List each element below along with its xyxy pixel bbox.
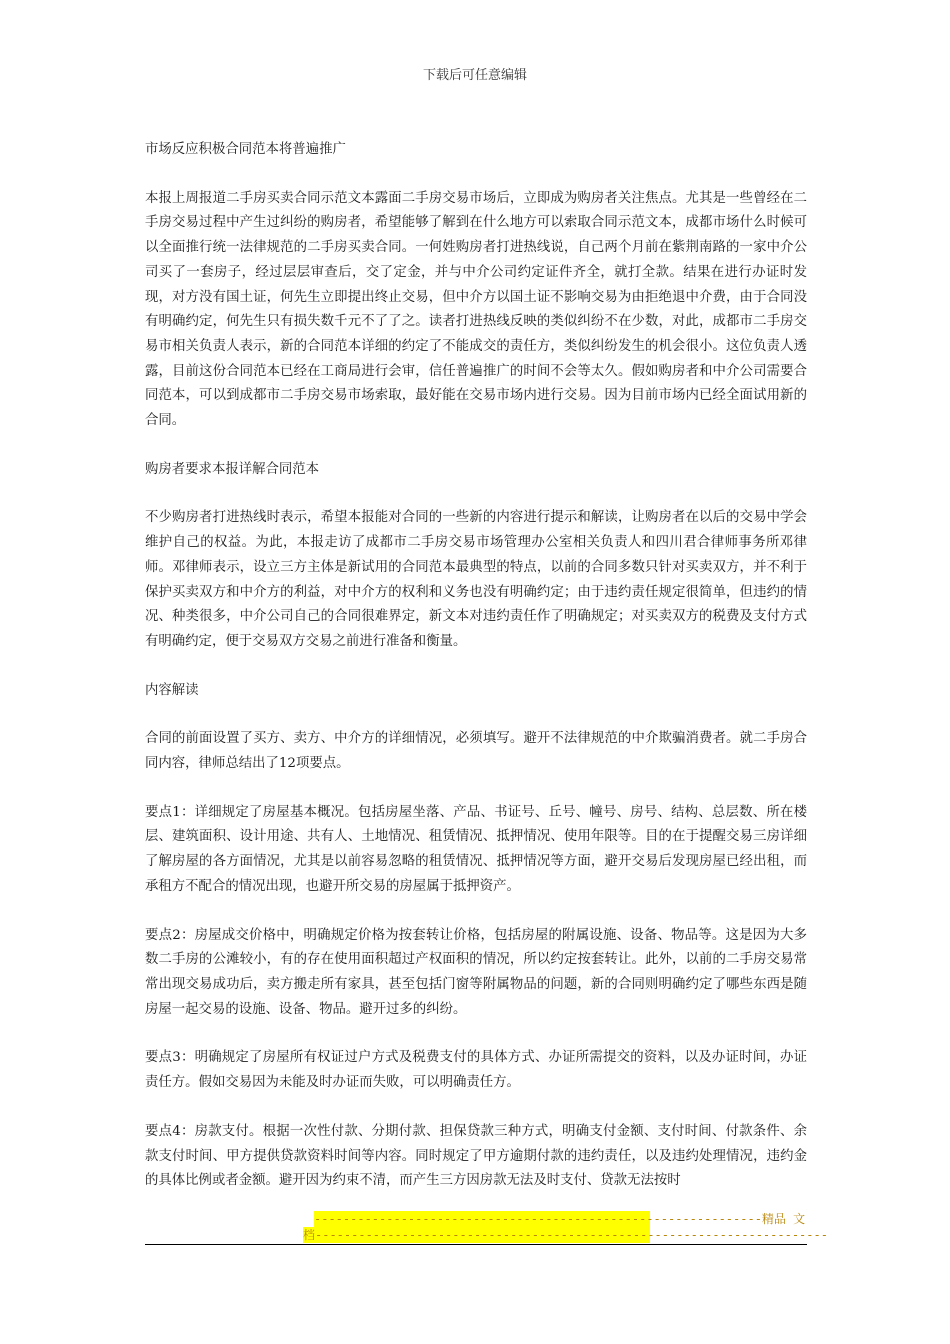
heading-market-reaction: 市场反应积极合同范本将普遍推广	[145, 142, 346, 157]
paragraph-contract-intro: 合同的前面设置了买方、卖方、中介方的详细情况，必须填写。避开不法律规范的中介欺骗消费者。就二手房合同内容，律师总结出了12项要点。	[145, 731, 807, 772]
document-body	[145, 138, 807, 1218]
paragraph-point-1: 要点1：详细规定了房屋基本概况。包括房屋坐落、产品、书证号、丘号、幢号、房号、结构、总层数、所在楼层、建筑面积、设计用途、共有人、土地情况、租赁情况、抵押情况、使用年限等。目的在于提醒交易三房详细了解房屋的各方面情况，尤其是以前容易忽略的租赁情况、抵押情况等方面，避开交易后发现房屋已经出租，而承租方不配合的情况出现，也避开所交易的房屋属于抵押资产。	[145, 804, 807, 894]
paragraph-point-4: 要点4：房款支付。根据一次性付款、分期付款、担保贷款三种方式，明确支付金额、支付时间、付款条件、余款支付时间、甲方提供贷款资料时间等内容。同时规定了甲方逾期付款的违约责任，以及违约处理情况，违约金的具体比例或者金额。避开因为约束不清，而产生三方因房款无法及时支付、贷款无法按时	[145, 1123, 807, 1189]
page-header-note: 下载后可任意编辑	[422, 68, 527, 83]
paragraph-market-report: 本报上周报道二手房买卖合同示范文本露面二手房交易市场后，立即成为购房者关注焦点。尤其是一些曾经在二手房交易过程中产生过纠纷的购房者，希望能够了解到在什么地方可以索取合同示范文本，成都市场什么时候可以全面推行统一法律规范的二手房买卖合同。一何姓购房者打进热线说，自己两个月前在紫荆南路的一家中介公司买了一套房子，经过层层审查后，交了定金，并与中介公司约定证件齐全，就打全款。结果在进行办证时发现，对方没有国土证，何先生立即提出终止交易，但中介方以国土证不影响交易为由拒绝退中介费，由于合同没有明确约定，何先生只有损失数千元不了了之。读者打进热线反映的类似纠纷不在少数，对此，成都市二手房交易市相关负责人表示，新的合同范本详细的约定了不能成交的责任方，类似纠纷发生的机会很小。这位负责人透露，目前这份合同范本已经在工商局进行会审，信任普遍推广的时间不会等太久。假如购房者和中介公司需要合同范本，可以到成都市二手房交易市场索取，最好能在交易市场内进行交易。因为目前市场内已经全面试用新的合同。	[145, 190, 807, 429]
heading-buyer-request: 购房者要求本报详解合同范本	[145, 461, 320, 477]
footer-line-2: 档-----------------------------------------------------------------------	[303, 1228, 828, 1242]
paragraph-point-2: 要点2：房屋成交价格中，明确规定价格为按套转让价格，包括房屋的附属设施、设备、物品等。这是因为大多数二手房的公滩较小，有的存在使用面积超过产权面积的情况，所以约定按套转让。此外，以前的二手房交易常常出现交易成功后，卖方搬走所有家具，甚至包括门窗等附属物品的问题，新的合同则明确约定了哪些东西是随房屋一起交易的设施、设备、物品。避开过多的纠纷。	[145, 927, 807, 1017]
paragraph-buyer-request: 不少购房者打进热线时表示，希望本报能对合同的一些新的内容进行提示和解读，让购房者在以后的交易中学会维护自己的权益。为此，本报走访了成都市二手房交易市场管理办公室相关负责人和四川君合律师事务所邓律师。邓律师表示，设立三方主体是新试用的合同范本最典型的特点，以前的合同多数只针对买卖双方，并不利于保护买卖双方和中介方的利益，对中介方的权利和义务也没有明确约定；由于违约责任规定很简单，但违约的情况、种类很多，中介公司自己的合同很难界定，新文本对违约责任作了明确规定；对买卖双方的税费及支付方式有明确约定，便于交易双方交易之前进行准备和衡量。	[145, 510, 807, 649]
heading-content-interpretation: 内容解读	[145, 682, 199, 698]
paragraph-point-3: 要点3：明确规定了房屋所有权证过户方式及税费支付的具体方式、办证所需提交的资料，以及办证时间，办证责任方。假如交易因为未能及时办证而失败，可以明确责任方。	[145, 1050, 807, 1091]
footer-line-1: --------------------------------------------------------------精品 文	[314, 1212, 806, 1226]
footer-divider	[145, 1244, 807, 1245]
